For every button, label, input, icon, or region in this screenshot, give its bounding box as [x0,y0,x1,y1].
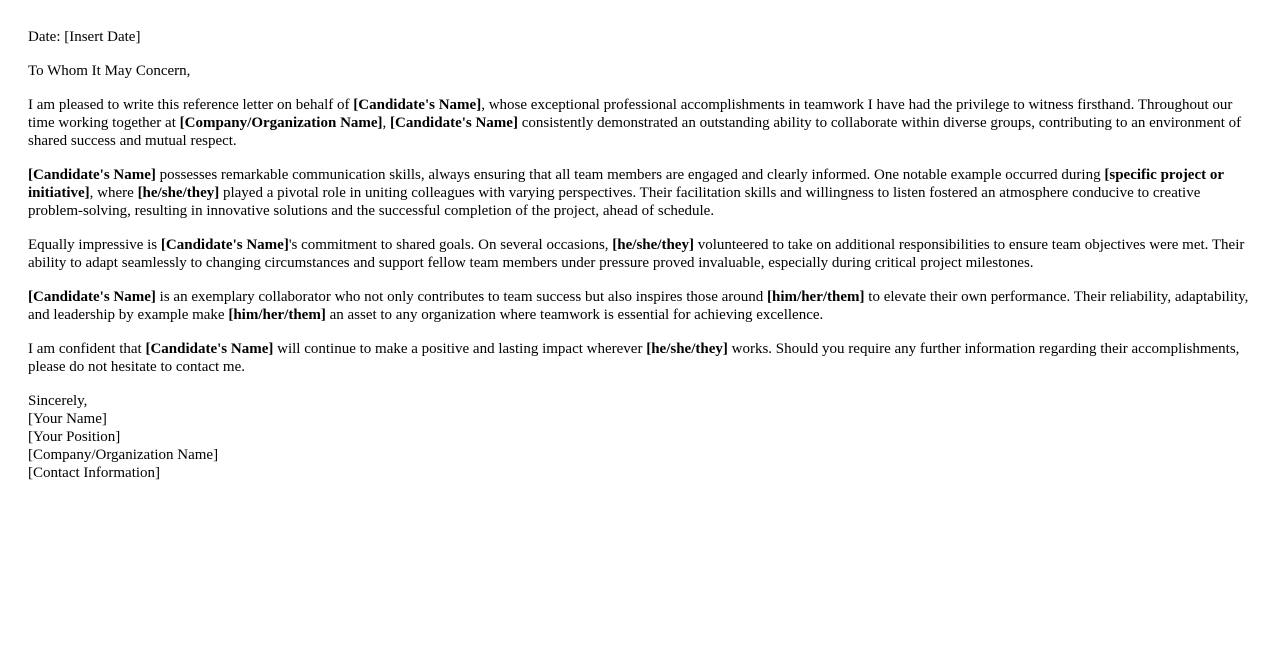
closing-your-name: [Your Name] [28,411,107,427]
placeholder-field: [he/she/they] [137,185,220,201]
placeholder-field: [he/she/they] [646,341,728,357]
placeholder-field: [Candidate's Name] [28,167,156,183]
placeholder-field: [Candidate's Name] [353,97,482,113]
paragraph-text: , where [89,185,138,201]
paragraph-text: possesses remarkable communication skills, always ensuring that all team members are engaged and clearly informed. One notable example occurred during [155,167,1105,183]
paragraph-text: volunteered to take on additional responsibilities to ensure team objectives were met. Their ability to adapt seamlessly to changing circumstances and support fellow team members under pressure proved invaluable, especially during critical project milestones. [28,237,1245,271]
closing-your-position: [Your Position] [28,429,121,445]
placeholder-field: [specific project or initiative] [28,167,1224,201]
paragraph-text: is an exemplary collaborator who not only contributes to team success but also inspires those around [155,289,768,305]
paragraph-text: played a pivotal role in uniting colleagues with varying perspectives. Their facilitation skills and willingness to listen fostered an atmosphere conducive to creative problem-solving, resulting in innovative solutions and the successful completion of the project, ahead of schedule. [28,185,1201,219]
letter-date: Date: [Insert Date] [28,29,141,45]
placeholder-field: [him/her/them] [228,307,326,323]
letter-closing [28,392,1256,482]
reference-letter [28,28,1256,482]
letter-salutation: To Whom It May Concern, [28,63,191,79]
paragraph-text: 's commitment to shared goals. On several occasions, [288,237,613,253]
paragraph-text: an asset to any organization where teamwork is essential for achieving excellence. [325,307,824,323]
closing-signoff: Sincerely, [28,393,88,409]
paragraph-text: will continue to make a positive and lasting impact wherever [273,341,647,357]
paragraph-text: I am confident that [28,341,146,357]
paragraph-text: works. Should you require any further information regarding their accomplishments, please do not hesitate to contact me. [28,341,1240,375]
paragraph-text: consistently demonstrated an outstanding ability to collaborate within diverse groups, contributing to an environment of shared success and mutual respect. [28,115,1242,149]
placeholder-field: [Candidate's Name] [390,115,518,131]
body-paragraph-2 [28,166,1256,220]
placeholder-field: [Candidate's Name] [160,237,289,253]
body-paragraph-4 [28,288,1256,324]
body-paragraph-1 [28,96,1256,150]
paragraph-text: , [382,115,391,131]
paragraph-text: to elevate their own performance. Their reliability, adaptability, and leadership by example make [28,289,1249,323]
paragraph-text: I am pleased to write this reference letter on behalf of [28,97,354,113]
placeholder-field: [Company/Organization Name] [179,115,383,131]
closing-contact-information: [Contact Information] [28,465,161,481]
placeholder-field: [Candidate's Name] [28,289,156,305]
paragraph-text: , whose exceptional professional accomplishments in teamwork I have had the privilege to witness firsthand. Throughout our time working together at [28,97,1233,131]
closing-company-name: [Company/Organization Name] [28,447,219,463]
placeholder-field: [he/she/they] [612,237,694,253]
body-paragraph-5 [28,340,1256,376]
body-paragraph-3 [28,236,1256,272]
placeholder-field: [Candidate's Name] [145,341,274,357]
paragraph-text: Equally impressive is [28,237,161,253]
placeholder-field: [him/her/them] [767,289,865,305]
